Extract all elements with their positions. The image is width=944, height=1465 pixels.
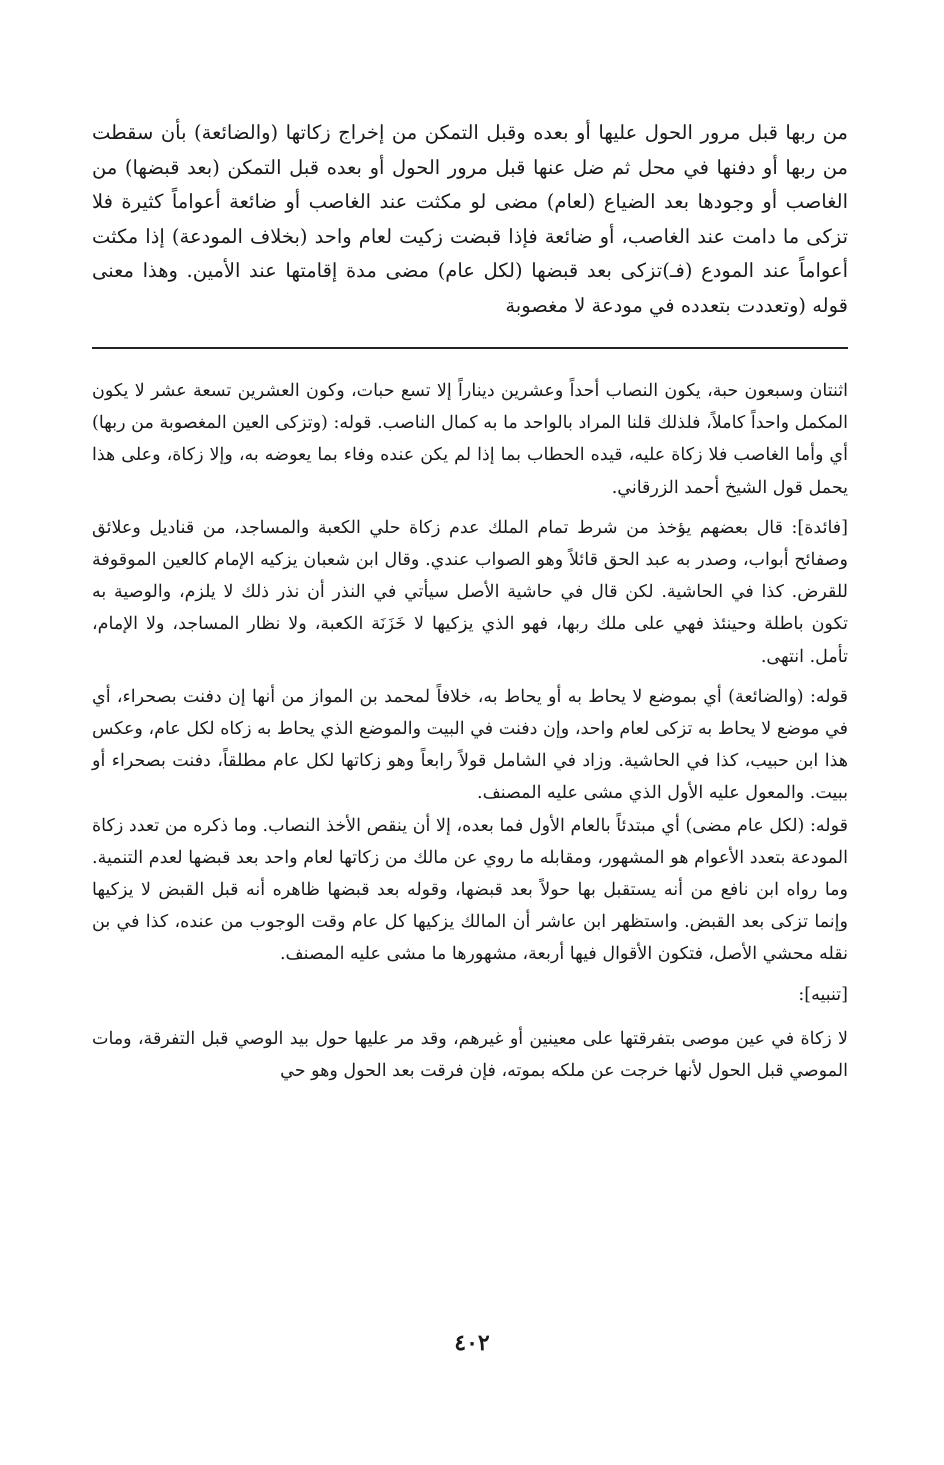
main-paragraph: من ربها قبل مرور الحول عليها أو بعده وقبل التمكن من إخراج زكاتها (والضائعة) بأن سقطت من ربها أو دفنها في محل ثم ضل عنها قبل مرور الحول أو بعده قبل التمكن (بعد قبضها) من الغاصب أو وجودها بعد الضياع (لعام) مضى لو مكثت عند الغاصب أو ضائعة أعواماً كثيرة فلا تزكى ما دامت عند الغاصب، أو ضائعة فإذا قبضت زكيت لعام واحد (بخلاف المودعة) إذا مكثت أعواماً عند المودع (فـ)تزكى بعد قبضها (لكل عام) مضى مدة إقامتها عند الأمين. وهذا معنى قوله (وتعددت بتعدده في مودعة لا مغصوبة bbox=[92, 121, 848, 317]
commentary-section bbox=[92, 375, 848, 1087]
commentary-paragraph-3: قوله: (والضائعة) أي بموضع لا يحاط به أو يحاط به، خلافاً لمحمد بن المواز من أنها إن دفنت بصحراء، أي في موضع لا يحاط به تزكى لعام واحد، وإن دفنت في البيت والموضع الذي يحاط به زكاه لكل عام، وعكس هذا ابن حبيب، كذا في الحاشية. وزاد في الشامل قولاً رابعاً وهو زكاتها لكل عام مطلقاً، دفنت بصحراء أو ببيت. والمعول عليه الأول الذي مشى عليه المصنف. bbox=[92, 686, 848, 804]
commentary-paragraph-4: قوله: (لكل عام مضى) أي مبتدئاً بالعام الأول فما بعده، إلا أن ينقص الأخذ النصاب. وما ذكره من تعدد زكاة المودعة بتعدد الأعوام هو المشهور، ومقابله ما روي عن مالك من زكاتها لعام واحد بعد قبضها لعدم التنمية. وما رواه ابن نافع من أنه يستقبل بها حولاً بعد قبضها، وقوله بعد قبضها ظاهره أنه قبل القبض لا يزكيها وإنما تزكى بعد القبض. واستظهر ابن عاشر أن المالك يزكيها كل عام وقت الوجوب من عنده، كذا في بن نقله محشي الأصل، فتكون الأقوال فيها أربعة، مشهورها ما مشى عليه المصنف. bbox=[92, 815, 848, 965]
commentary-paragraph-6: لا زكاة في عين موصى بتفرقتها على معينين أو غيرهم، وقد مر عليها حول بيد الوصي قبل التفرقة، ومات الموصي قبل الحول لأنها خرجت عن ملكه بموته، فإن فرقت بعد الحول وهو حي bbox=[92, 1028, 848, 1082]
main-text bbox=[92, 116, 848, 323]
page-number: ٤٠٢ bbox=[454, 1330, 490, 1356]
book-page bbox=[92, 116, 848, 1095]
notice-heading: [تنبيه]: bbox=[798, 984, 848, 1005]
commentary-paragraph-2: [فائدة]: قال بعضهم يؤخذ من شرط تمام الملك عدم زكاة حلي الكعبة والمساجد، من قناديل وعلائق وصفائح أبواب، وصدر به عبد الحق قائلاً وهو الصواب عندي. وقال ابن شعبان يزكيه الإمام كالعين الموقوفة للقرض. كذا في الحاشية. لكن قال في حاشية الأصل سيأتي في النذر أن نذر ذلك لا يلزم، والوصية به تكون باطلة وحينئذ فهي على ملك ربها، فهو الذي يزكيها لا خَزَنَة الكعبة، ولا نظار المساجد، ولا الإمام، تأمل. انتهى. bbox=[92, 517, 848, 667]
commentary-paragraph-1: اثنتان وسبعون حبة، يكون النصاب أحداً وعشرين ديناراً إلا تسع حبات، وكون العشرين تسعة عشر لا يكون المكمل واحداً كاملاً، فلذلك قلنا المراد بالواحد ما به كمال الناصب. قوله: (وتزكى العين المغصوبة من ربها) أي وأما الغاصب فلا زكاة عليه، قيده الحطاب بما إذا لم يكن عنده وفاء بما يعوضه به، وإلا زكاة، وعلى هذا يحمل قول الشيخ أحمد الزرقاني. bbox=[92, 381, 848, 498]
footnote-divider bbox=[92, 347, 848, 349]
